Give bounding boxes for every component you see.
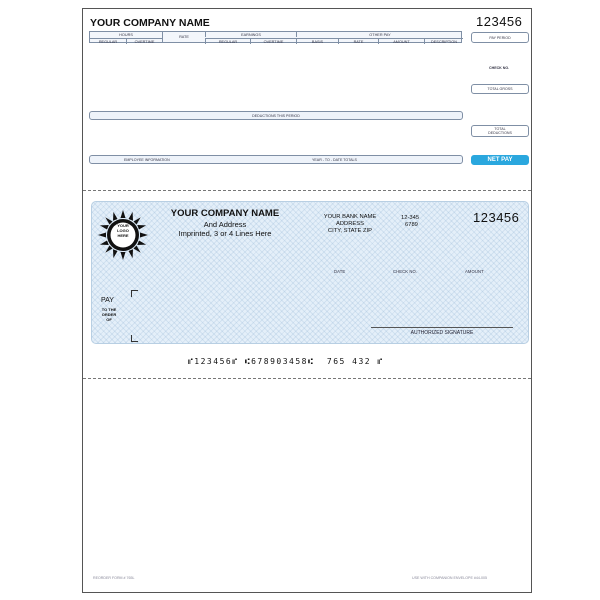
micr-line: ⑈123456⑈ ⑆678903458⑆ 765 432 ⑈ xyxy=(188,357,384,366)
fraction-top: 12-345 xyxy=(401,215,420,221)
pay-label: PAY xyxy=(101,297,114,304)
perforation-bottom xyxy=(83,378,531,379)
fraction-bottom: 6789 xyxy=(405,221,418,228)
check-no-field-label: CHECK NO. xyxy=(393,269,418,274)
bank-address: ADDRESS xyxy=(335,221,365,227)
authorized-signature-label: AUTHORIZED SIGNATURE xyxy=(410,330,474,336)
total-deductions-box xyxy=(471,125,529,137)
check-address-line-1: And Address xyxy=(203,220,247,229)
earnings-regular-label: REGULAR xyxy=(205,38,250,44)
earnings-header xyxy=(89,31,462,43)
deductions-label: DEDUCTIONS THIS PERIOD xyxy=(252,114,300,118)
date-label: DATE xyxy=(334,269,346,274)
deductions-bar xyxy=(89,111,463,120)
total-gross-box xyxy=(471,84,529,94)
reorder-form-number: REORDER FORM # 765L xyxy=(93,576,135,580)
companion-envelope-note: USE WITH COMPANION ENVELOPE #44-005 xyxy=(412,576,488,580)
employee-info-bar xyxy=(89,155,463,164)
bank-city: CITY, STATE ZIP xyxy=(327,228,373,234)
rate-label: RATE xyxy=(162,32,205,42)
to-the-label: TO THE xyxy=(101,307,117,312)
pay-period-box xyxy=(471,32,529,43)
order-label: ORDER xyxy=(101,312,117,317)
check-number: 123456 xyxy=(473,210,520,225)
logo-line-1: YOUR xyxy=(117,223,129,228)
total-gross-label: TOTAL GROSS xyxy=(487,87,513,91)
bank-block xyxy=(317,214,383,235)
earnings-overtime-label: OVERTIME xyxy=(250,38,296,44)
total-deductions-label-2: DEDUCTIONS xyxy=(488,131,512,135)
check-company-name: YOUR COMPANY NAME xyxy=(170,208,280,219)
logo-text xyxy=(113,224,133,238)
amount-field-label: AMOUNT xyxy=(465,269,484,274)
basis-label: BASIS xyxy=(296,38,338,44)
bank-name: YOUR BANK NAME xyxy=(323,214,377,220)
amount-label: AMOUNT xyxy=(378,38,424,44)
other-rate-label: RATE xyxy=(338,38,378,44)
of-label: OF xyxy=(106,317,112,322)
stub-check-number: 123456 xyxy=(476,14,523,29)
fractional-routing xyxy=(401,215,419,228)
signature-line xyxy=(371,327,513,328)
logo-line-3: HERE xyxy=(117,232,129,238)
description-label: DESCRIPTION xyxy=(424,38,463,44)
earnings-group-label: EARNINGS xyxy=(205,32,296,37)
check-body xyxy=(91,201,529,344)
ytd-totals-label: YEAR - TO - DATE TOTALS xyxy=(312,158,357,162)
hours-regular-label: REGULAR xyxy=(90,38,126,44)
to-the-order-of xyxy=(99,307,119,322)
check-no-label: CHECK NO. xyxy=(489,66,510,70)
net-pay-label: NET PAY xyxy=(487,157,513,163)
check-company-block xyxy=(164,208,286,238)
net-pay-box xyxy=(471,155,529,165)
window-corner-top xyxy=(131,290,138,297)
perforation-top xyxy=(83,190,531,191)
other-pay-group-label: OTHER PAY xyxy=(296,32,463,37)
hours-group-label: HOURS xyxy=(119,32,133,37)
pay-period-label: PAY PERIOD xyxy=(489,35,511,40)
stub-company-name: YOUR COMPANY NAME xyxy=(90,17,210,29)
total-deductions-label-1: TOTAL xyxy=(494,127,506,131)
employee-information-label: EMPLOYEE INFORMATION xyxy=(124,158,170,162)
hours-overtime-label: OVERTIME xyxy=(126,38,162,44)
check-address-line-2: Imprinted, 3 or 4 Lines Here xyxy=(178,229,272,238)
logo-line-2: LOGO xyxy=(117,227,129,233)
window-corner-bottom xyxy=(131,335,138,342)
